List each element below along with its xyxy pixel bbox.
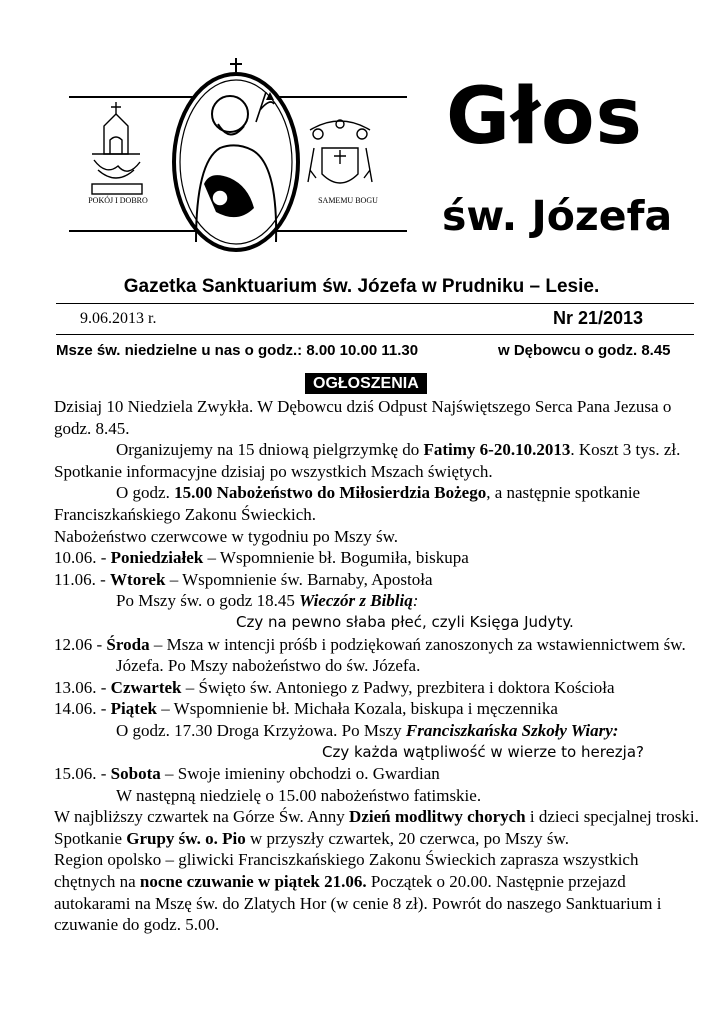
newsletter-subtitle: św. Józefa [442,192,673,240]
divider-bottom [56,334,694,335]
announcement-padre-pio: Spotkanie Grupy św. o. Pio w przyszły czwartek, 20 czerwca, po Mszy św. [54,828,569,848]
sanctuary-logo [70,52,406,262]
issue-date: 9.06.2013 r. [80,310,157,327]
announcement-sunday: Dzisiaj 10 Niedziela Zwykła. W Dębowcu dziś Odpust Najświętszego Serca Pana Jezusa o godz. 8.45. [54,397,672,438]
issue-number: Nr 21/2013 [553,308,644,328]
schedule-thursday: 13.06. - Czwartek – Święto św. Antoniego z Padwy, prezbitera i doktora Kościoła [54,677,615,697]
announcement-night-vigil: Region opolsko – gliwicki Franciszkańskiego Zakonu Świeckich zaprasza wszystkich chętnych na nocne czuwanie w piątek 21.06. Początek o 20.00. Następnie przejazd autokarami na Mszę św. do Zlatych Hor (w cenie 8 zł). Powrót do naszego Sanktuarium i czuwanie do godz. 5.00. [54,850,662,935]
announcement-mercy: O godz. 15.00 Nabożeństwo do Miłosierdzia Bożego, a następnie spotkanie Franciszkańskiego Zakonu Świeckich. [54,483,641,524]
schedule-wednesday: 12.06 - Środa – Msza w intencji próśb i podziękowań zanoszonych za wstawiennictwem św. Józefa. Po Mszy nabożeństwo do św. Józefa. [54,634,686,676]
schedule-friday: 14.06. - Piątek – Wspomnienie bł. Michała Kozala, biskupa i męczennika [54,699,558,719]
section-label: OGŁOSZENIA [305,373,427,394]
newsletter-title: Głos [446,72,643,162]
logo-motto-left: POKÓJ I DOBRO [88,196,148,205]
mass-times-local: Msze św. niedzielne u nas o godz.: 8.00 10.00 11.30 [56,342,419,359]
schedule-saturday: 15.06. - Sobota – Swoje imieniny obchodzi o. Gwardian [54,764,440,784]
gazette-description: Gazetka Sanktuarium św. Józefa w Prudniku – Lesie. [123,276,600,297]
schedule-friday-evening: O godz. 17.30 Droga Krzyżowa. Po Mszy Franciszkańska Szkoły Wiary: [116,720,619,740]
announcement-june-devotion: Nabożeństwo czerwcowe w tygodniu po Mszy św. [54,526,399,546]
announcement-pilgrimage: Organizujemy na 15 dniową pielgrzymkę do Fatimy 6-20.10.2013. Koszt 3 tys. zł. Spotkanie informacyjne dzisiaj po wszystkich Mszach świętych. [54,440,681,481]
schedule-next-sunday: W następną niedzielę o 15.00 nabożeństwo fatimskie. [116,785,482,805]
divider-top [56,303,694,304]
schedule-monday: 10.06. - Poniedziałek – Wspomnienie bł. Bogumiła, biskupa [54,548,469,568]
schedule-tuesday-topic: Czy na pewno słaba płeć, czyli Księga Judyty. [236,612,574,631]
announcements [54,396,704,936]
mass-times-debowiec: w Dębowcu o godz. 8.45 [498,342,671,359]
saint-joseph-oval-icon [174,58,298,250]
schedule-tuesday: 11.06. - Wtorek – Wspomnienie św. Barnaby, Apostoła [54,569,433,589]
coat-of-arms-icon [308,120,372,183]
schedule-friday-topic: Czy każda wątpliwość w wierze to herezja? [322,742,644,761]
logo-motto-right: SAMEMU BOGU [318,196,378,205]
announcement-sick-day: W najbliższy czwartek na Górze Św. Anny Dzień modlitwy chorych i dzieci specjalnej troski. [54,807,699,827]
schedule-tuesday-evening: Po Mszy św. o godz 18.45 Wieczór z Biblią: [116,591,419,611]
church-emblem-icon [92,102,142,194]
